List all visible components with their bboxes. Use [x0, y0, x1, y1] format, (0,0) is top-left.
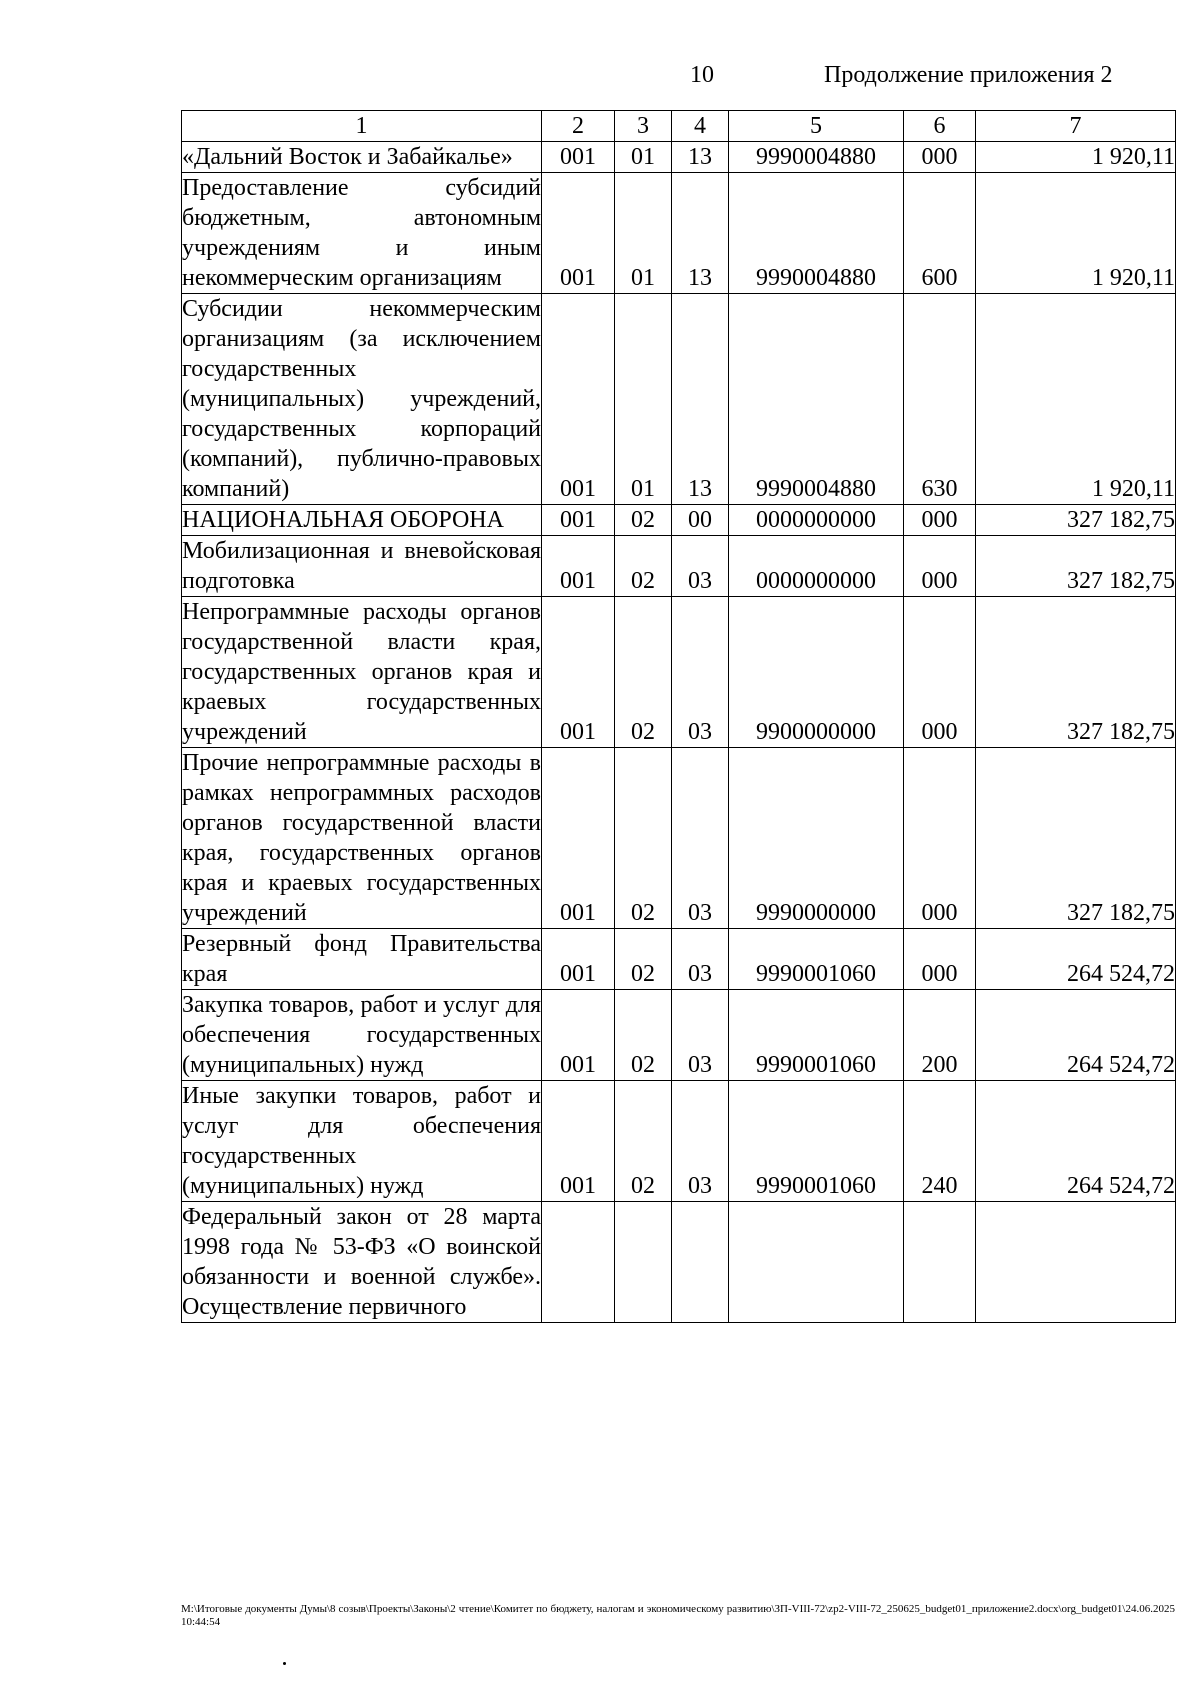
code-cell: 01 [615, 294, 672, 505]
code-cell: 01 [615, 142, 672, 173]
table-row [182, 505, 1176, 536]
code-cell: 03 [672, 929, 729, 990]
code-cell: 03 [672, 597, 729, 748]
code-cell: 240 [904, 1081, 976, 1202]
code-cell: 9990004880 [729, 142, 904, 173]
table-row [182, 748, 1176, 929]
table-row [182, 1202, 1176, 1323]
row-name-cell: Предоставление субсидий бюджетным, автономным учреждениям и иным некоммерческим организациям [182, 173, 542, 294]
row-name-cell: Иные закупки товаров, работ и услуг для обеспечения государственных (муниципальных) нужд [182, 1081, 542, 1202]
amount-cell: 264 524,72 [976, 929, 1176, 990]
code-cell: 02 [615, 1081, 672, 1202]
code-cell: 000 [904, 929, 976, 990]
amount-cell: 264 524,72 [976, 990, 1176, 1081]
amount-cell: 327 182,75 [976, 505, 1176, 536]
code-cell: 03 [672, 536, 729, 597]
table-row [182, 142, 1176, 173]
budget-table [181, 110, 1176, 1323]
column-header: 3 [615, 111, 672, 142]
code-cell: 001 [542, 1081, 615, 1202]
code-cell: 03 [672, 1081, 729, 1202]
code-cell: 03 [672, 990, 729, 1081]
column-header: 1 [182, 111, 542, 142]
column-header: 6 [904, 111, 976, 142]
amount-cell: 1 920,11 [976, 294, 1176, 505]
code-cell: 13 [672, 294, 729, 505]
code-cell: 02 [615, 536, 672, 597]
code-cell [904, 1202, 976, 1323]
row-name-cell: Субсидии некоммерческим организациям (за исключением государственных (муниципальных) учреждений, государственных корпораций (компаний), публично-правовых компаний) [182, 294, 542, 505]
code-cell: 02 [615, 929, 672, 990]
code-cell: 0000000000 [729, 536, 904, 597]
amount-cell: 327 182,75 [976, 748, 1176, 929]
code-cell: 02 [615, 990, 672, 1081]
code-cell: 9990001060 [729, 990, 904, 1081]
document-path-footer: M:\Итоговые документы Думы\8 созыв\Проекты\Законы\2 чтение\Комитет по бюджету, налогам и экономическому развитию\ЗП-VIII-72\zp2-VIII-72_250625_budget01_приложение2.docx\org_budget01\24.06.2025 10:44:54 [181, 1603, 1175, 1628]
code-cell: 02 [615, 748, 672, 929]
code-cell: 000 [904, 597, 976, 748]
code-cell: 001 [542, 748, 615, 929]
code-cell: 13 [672, 173, 729, 294]
row-name-cell: Прочие непрограммные расходы в рамках непрограммных расходов органов государственной власти края, государственных органов края и краевых государственных учреждений [182, 748, 542, 929]
code-cell: 001 [542, 597, 615, 748]
code-cell: 001 [542, 173, 615, 294]
continuation-label: Продолжение приложения 2 [824, 62, 1113, 88]
row-name-cell: НАЦИОНАЛЬНАЯ ОБОРОНА [182, 505, 542, 536]
code-cell: 9990000000 [729, 748, 904, 929]
column-header: 4 [672, 111, 729, 142]
table-row [182, 294, 1176, 505]
page-number: 10 [690, 62, 714, 88]
code-cell: 001 [542, 505, 615, 536]
code-cell [672, 1202, 729, 1323]
code-cell: 13 [672, 142, 729, 173]
code-cell: 01 [615, 173, 672, 294]
code-cell: 001 [542, 990, 615, 1081]
page-header [0, 62, 1200, 92]
code-cell [615, 1202, 672, 1323]
code-cell: 200 [904, 990, 976, 1081]
scan-speck [283, 1662, 286, 1665]
code-cell: 000 [904, 142, 976, 173]
row-name-cell: Закупка товаров, работ и услуг для обеспечения государственных (муниципальных) нужд [182, 990, 542, 1081]
code-cell [729, 1202, 904, 1323]
code-cell: 9990001060 [729, 1081, 904, 1202]
row-name-cell: «Дальний Восток и Забайкалье» [182, 142, 542, 173]
table-row [182, 1081, 1176, 1202]
code-cell: 03 [672, 748, 729, 929]
amount-cell: 327 182,75 [976, 536, 1176, 597]
code-cell: 001 [542, 294, 615, 505]
code-cell: 00 [672, 505, 729, 536]
code-cell: 000 [904, 536, 976, 597]
code-cell: 000 [904, 505, 976, 536]
code-cell: 9900000000 [729, 597, 904, 748]
code-cell: 9990004880 [729, 294, 904, 505]
column-header: 5 [729, 111, 904, 142]
table-row [182, 929, 1176, 990]
table-row [182, 173, 1176, 294]
code-cell: 0000000000 [729, 505, 904, 536]
row-name-cell: Федеральный закон от 28 марта 1998 года № 53-ФЗ «О воинской обязанности и военной службе». Осуществление первичного [182, 1202, 542, 1323]
table-row [182, 597, 1176, 748]
table-row [182, 536, 1176, 597]
amount-cell: 1 920,11 [976, 142, 1176, 173]
amount-cell: 327 182,75 [976, 597, 1176, 748]
amount-cell: 1 920,11 [976, 173, 1176, 294]
code-cell: 9990001060 [729, 929, 904, 990]
amount-cell: 264 524,72 [976, 1081, 1176, 1202]
code-cell: 600 [904, 173, 976, 294]
code-cell: 001 [542, 142, 615, 173]
row-name-cell: Непрограммные расходы органов государственной власти края, государственных органов края и краевых государственных учреждений [182, 597, 542, 748]
code-cell: 630 [904, 294, 976, 505]
row-name-cell: Мобилизационная и вневойсковая подготовка [182, 536, 542, 597]
column-number-row [182, 111, 1176, 142]
code-cell [542, 1202, 615, 1323]
row-name-cell: Резервный фонд Правительства края [182, 929, 542, 990]
code-cell: 000 [904, 748, 976, 929]
amount-cell [976, 1202, 1176, 1323]
code-cell: 001 [542, 536, 615, 597]
column-header: 2 [542, 111, 615, 142]
code-cell: 02 [615, 597, 672, 748]
code-cell: 02 [615, 505, 672, 536]
table-row [182, 990, 1176, 1081]
code-cell: 9990004880 [729, 173, 904, 294]
code-cell: 001 [542, 929, 615, 990]
column-header: 7 [976, 111, 1176, 142]
